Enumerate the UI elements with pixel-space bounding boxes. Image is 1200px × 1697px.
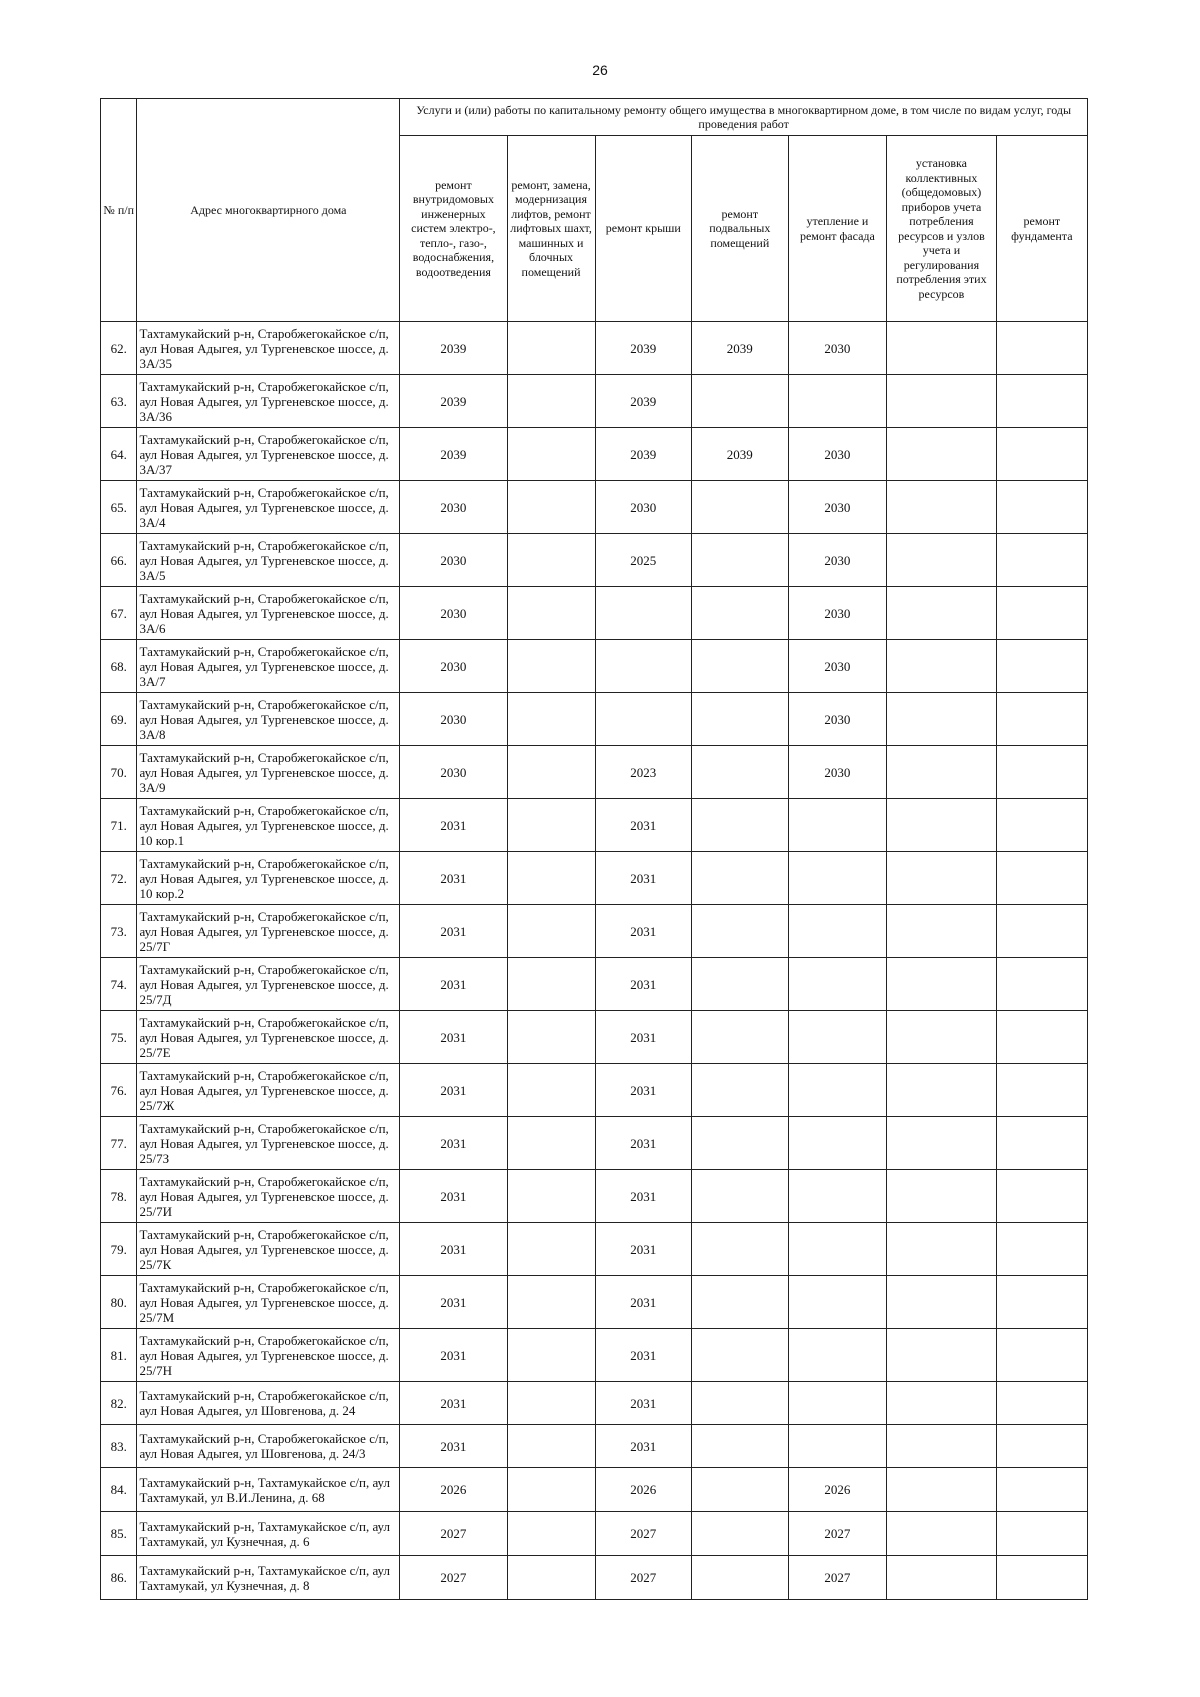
row-number: 69. [101,693,137,746]
row-address: Тахтамукайский р-н, Старобжегокайское с/п, аул Новая Адыгея, ул Тургеневское шоссе, д. 25/7К [137,1223,400,1276]
row-number: 75. [101,1011,137,1064]
row-year-col3: 2031 [595,852,692,905]
row-year-col7 [996,1011,1087,1064]
row-year-col3: 2027 [595,1556,692,1600]
header-col2: ремонт, замена, модернизация лифтов, ремонт лифтовых шахт, машинных и блочных помещений [507,136,595,322]
row-year-col7 [996,481,1087,534]
row-year-col7 [996,1329,1087,1382]
row-year-col3: 2031 [595,1425,692,1468]
row-year-col6 [887,852,996,905]
row-year-col5: 2030 [788,481,887,534]
row-year-col2 [507,958,595,1011]
row-year-col2 [507,1223,595,1276]
row-number: 66. [101,534,137,587]
row-year-col3: 2031 [595,1170,692,1223]
row-year-col5 [788,1011,887,1064]
row-year-col6 [887,1276,996,1329]
row-year-col2 [507,587,595,640]
row-year-col7 [996,852,1087,905]
row-year-col1: 2031 [400,958,507,1011]
row-year-col2 [507,1556,595,1600]
row-address: Тахтамукайский р-н, Старобжегокайское с/п, аул Новая Адыгея, ул Тургеневское шоссе, д. 3А/6 [137,587,400,640]
row-year-col2 [507,1468,595,1512]
row-year-col6 [887,905,996,958]
row-year-col2 [507,1425,595,1468]
row-year-col2 [507,375,595,428]
row-year-col6 [887,481,996,534]
row-year-col7 [996,1425,1087,1468]
table-row [101,958,1088,1011]
header-col5: утепление и ремонт фасада [788,136,887,322]
table-row [101,1382,1088,1425]
row-number: 79. [101,1223,137,1276]
table-row [101,799,1088,852]
row-year-col7 [996,746,1087,799]
row-year-col4 [692,640,789,693]
row-year-col4 [692,905,789,958]
row-year-col4 [692,1223,789,1276]
row-year-col3: 2027 [595,1512,692,1556]
row-year-col1: 2026 [400,1468,507,1512]
table-row [101,693,1088,746]
row-number: 78. [101,1170,137,1223]
row-year-col7 [996,1468,1087,1512]
row-address: Тахтамукайский р-н, Старобжегокайское с/п, аул Новая Адыгея, ул Тургеневское шоссе, д. 25/7И [137,1170,400,1223]
table-header [101,99,1088,322]
row-year-col5 [788,1170,887,1223]
table-row [101,905,1088,958]
row-year-col3: 2030 [595,481,692,534]
row-year-col7 [996,375,1087,428]
row-year-col7 [996,693,1087,746]
row-year-col1: 2031 [400,1425,507,1468]
row-year-col5: 2030 [788,693,887,746]
row-number: 76. [101,1064,137,1117]
row-address: Тахтамукайский р-н, Старобжегокайское с/п, аул Новая Адыгея, ул Шовгенова, д. 24 [137,1382,400,1425]
table-row [101,1170,1088,1223]
row-year-col6 [887,746,996,799]
page-number: 26 [592,62,608,78]
table-row [101,1223,1088,1276]
row-year-col1: 2039 [400,375,507,428]
row-year-col1: 2031 [400,1329,507,1382]
header-col7: ремонт фундамента [996,136,1087,322]
row-year-col5: 2030 [788,587,887,640]
row-year-col7 [996,1556,1087,1600]
row-year-col7 [996,1064,1087,1117]
row-year-col1: 2031 [400,1170,507,1223]
table-row [101,746,1088,799]
row-year-col6 [887,1425,996,1468]
table-row [101,587,1088,640]
table-row [101,1276,1088,1329]
row-year-col4 [692,799,789,852]
header-col4: ремонт подвальных помещений [692,136,789,322]
row-address: Тахтамукайский р-н, Старобжегокайское с/п, аул Новая Адыгея, ул Тургеневское шоссе, д. 25/7Д [137,958,400,1011]
header-group: Услуги и (или) работы по капитальному ремонту общего имущества в многоквартирном доме, в том числе по видам услуг, годы проведения работ [400,99,1088,136]
row-number: 62. [101,322,137,375]
row-year-col6 [887,1468,996,1512]
row-year-col3: 2039 [595,428,692,481]
row-year-col4 [692,1382,789,1425]
row-year-col7 [996,428,1087,481]
row-year-col7 [996,1117,1087,1170]
header-col3: ремонт крыши [595,136,692,322]
table-row [101,1117,1088,1170]
row-year-col1: 2031 [400,1064,507,1117]
row-year-col4 [692,587,789,640]
header-col1: ремонт внутридомовых инженерных систем электро-, тепло-, газо-, водоснабжения, водоотведения [400,136,507,322]
row-number: 85. [101,1512,137,1556]
row-number: 72. [101,852,137,905]
row-address: Тахтамукайский р-н, Старобжегокайское с/п, аул Новая Адыгея, ул Тургеневское шоссе, д. 25/7Е [137,1011,400,1064]
row-year-col4 [692,746,789,799]
row-number: 70. [101,746,137,799]
row-year-col3 [595,693,692,746]
row-year-col2 [507,799,595,852]
row-year-col1: 2030 [400,693,507,746]
row-year-col7 [996,322,1087,375]
row-year-col5: 2030 [788,534,887,587]
row-year-col5 [788,1382,887,1425]
row-address: Тахтамукайский р-н, Тахтамукайское с/п, аул Тахтамукай, ул Кузнечная, д. 8 [137,1556,400,1600]
row-year-col6 [887,375,996,428]
row-address: Тахтамукайский р-н, Старобжегокайское с/п, аул Новая Адыгея, ул Тургеневское шоссе, д. 3А/4 [137,481,400,534]
table-row [101,640,1088,693]
row-year-col5: 2026 [788,1468,887,1512]
table-row [101,1011,1088,1064]
row-year-col6 [887,587,996,640]
row-address: Тахтамукайский р-н, Старобжегокайское с/п, аул Новая Адыгея, ул Тургеневское шоссе, д. 25/7Ж [137,1064,400,1117]
row-year-col3: 2026 [595,1468,692,1512]
row-year-col6 [887,1223,996,1276]
row-year-col7 [996,958,1087,1011]
table-row [101,1468,1088,1512]
row-year-col3: 2031 [595,1117,692,1170]
row-year-col3: 2031 [595,1382,692,1425]
table-row [101,852,1088,905]
row-year-col6 [887,428,996,481]
row-address: Тахтамукайский р-н, Старобжегокайское с/п, аул Новая Адыгея, ул Тургеневское шоссе, д. 3А/9 [137,746,400,799]
row-year-col3: 2025 [595,534,692,587]
row-year-col4: 2039 [692,428,789,481]
row-year-col2 [507,693,595,746]
row-year-col4 [692,1512,789,1556]
row-year-col4: 2039 [692,322,789,375]
row-address: Тахтамукайский р-н, Старобжегокайское с/п, аул Новая Адыгея, ул Тургеневское шоссе, д. 25/7З [137,1117,400,1170]
row-year-col2 [507,1512,595,1556]
row-year-col5: 2030 [788,640,887,693]
table-row [101,322,1088,375]
row-address: Тахтамукайский р-н, Старобжегокайское с/п, аул Новая Адыгея, ул Шовгенова, д. 24/3 [137,1425,400,1468]
row-year-col5 [788,1276,887,1329]
row-address: Тахтамукайский р-н, Старобжегокайское с/п, аул Новая Адыгея, ул Тургеневское шоссе, д. 25/7Н [137,1329,400,1382]
row-year-col4 [692,481,789,534]
row-year-col6 [887,534,996,587]
table-row [101,1512,1088,1556]
row-year-col4 [692,1011,789,1064]
row-address: Тахтамукайский р-н, Старобжегокайское с/п, аул Новая Адыгея, ул Тургеневское шоссе, д. 25/7Г [137,905,400,958]
row-year-col3: 2031 [595,958,692,1011]
row-year-col5 [788,1425,887,1468]
row-year-col5 [788,1329,887,1382]
row-number: 64. [101,428,137,481]
row-year-col3: 2031 [595,1223,692,1276]
row-number: 81. [101,1329,137,1382]
row-year-col2 [507,1117,595,1170]
row-number: 80. [101,1276,137,1329]
table-row [101,481,1088,534]
row-address: Тахтамукайский р-н, Старобжегокайское с/п, аул Новая Адыгея, ул Тургеневское шоссе, д. 3А/37 [137,428,400,481]
row-year-col1: 2027 [400,1556,507,1600]
row-year-col5: 2027 [788,1556,887,1600]
row-address: Тахтамукайский р-н, Старобжегокайское с/п, аул Новая Адыгея, ул Тургеневское шоссе, д. 25/7М [137,1276,400,1329]
row-year-col1: 2030 [400,481,507,534]
row-year-col4 [692,852,789,905]
row-year-col2 [507,905,595,958]
row-year-col6 [887,958,996,1011]
row-year-col1: 2031 [400,1011,507,1064]
row-year-col1: 2027 [400,1512,507,1556]
row-year-col1: 2030 [400,587,507,640]
row-year-col7 [996,640,1087,693]
row-year-col3: 2031 [595,799,692,852]
row-year-col5 [788,905,887,958]
row-year-col2 [507,1064,595,1117]
row-year-col5: 2027 [788,1512,887,1556]
row-year-col4 [692,375,789,428]
row-address: Тахтамукайский р-н, Старобжегокайское с/п, аул Новая Адыгея, ул Тургеневское шоссе, д. 10 кор.1 [137,799,400,852]
row-year-col3: 2039 [595,375,692,428]
row-number: 82. [101,1382,137,1425]
row-year-col3: 2031 [595,1276,692,1329]
row-year-col1: 2031 [400,1117,507,1170]
row-year-col4 [692,958,789,1011]
row-year-col5 [788,1117,887,1170]
row-year-col7 [996,1382,1087,1425]
row-year-col4 [692,693,789,746]
row-year-col3: 2031 [595,1329,692,1382]
row-number: 73. [101,905,137,958]
row-number: 74. [101,958,137,1011]
header-address: Адрес многоквартирного дома [137,99,400,322]
row-year-col4 [692,1276,789,1329]
header-num: № п/п [101,99,137,322]
row-year-col1: 2030 [400,640,507,693]
row-year-col5 [788,375,887,428]
table-row [101,1064,1088,1117]
row-year-col1: 2030 [400,746,507,799]
row-year-col2 [507,1276,595,1329]
row-year-col2 [507,1011,595,1064]
table-row [101,534,1088,587]
row-number: 83. [101,1425,137,1468]
row-year-col4 [692,1468,789,1512]
table-row [101,428,1088,481]
row-year-col3: 2023 [595,746,692,799]
row-year-col2 [507,481,595,534]
row-year-col3 [595,640,692,693]
row-address: Тахтамукайский р-н, Старобжегокайское с/п, аул Новая Адыгея, ул Тургеневское шоссе, д. 3А/36 [137,375,400,428]
row-address: Тахтамукайский р-н, Старобжегокайское с/п, аул Новая Адыгея, ул Тургеневское шоссе, д. 3А/7 [137,640,400,693]
row-year-col5 [788,1064,887,1117]
row-year-col7 [996,534,1087,587]
row-year-col6 [887,1556,996,1600]
row-year-col2 [507,1329,595,1382]
row-year-col6 [887,1512,996,1556]
row-year-col6 [887,640,996,693]
header-col6: установка коллективных (общедомовых) приборов учета потребления ресурсов и узлов учета и регулирования потребления этих ресурсов [887,136,996,322]
row-year-col1: 2031 [400,905,507,958]
row-number: 65. [101,481,137,534]
row-year-col1: 2030 [400,534,507,587]
row-year-col4 [692,1329,789,1382]
row-year-col3: 2031 [595,905,692,958]
row-year-col7 [996,1276,1087,1329]
capital-repair-table [100,98,1088,1600]
row-year-col5 [788,852,887,905]
row-year-col1: 2031 [400,1223,507,1276]
row-year-col4 [692,1170,789,1223]
row-year-col6 [887,1382,996,1425]
row-year-col4 [692,1425,789,1468]
row-address: Тахтамукайский р-н, Тахтамукайское с/п, аул Тахтамукай, ул В.И.Ленина, д. 68 [137,1468,400,1512]
row-year-col5: 2030 [788,746,887,799]
row-year-col5 [788,1223,887,1276]
row-year-col5: 2030 [788,322,887,375]
row-year-col2 [507,746,595,799]
row-year-col6 [887,1117,996,1170]
table-row [101,1425,1088,1468]
row-number: 84. [101,1468,137,1512]
row-year-col2 [507,534,595,587]
row-year-col2 [507,1170,595,1223]
row-year-col1: 2039 [400,428,507,481]
row-address: Тахтамукайский р-н, Тахтамукайское с/п, аул Тахтамукай, ул Кузнечная, д. 6 [137,1512,400,1556]
row-year-col6 [887,322,996,375]
row-year-col7 [996,1512,1087,1556]
row-year-col1: 2031 [400,1382,507,1425]
row-year-col1: 2039 [400,322,507,375]
row-year-col7 [996,1170,1087,1223]
table-row [101,1556,1088,1600]
row-year-col4 [692,1117,789,1170]
row-year-col3 [595,587,692,640]
row-address: Тахтамукайский р-н, Старобжегокайское с/п, аул Новая Адыгея, ул Тургеневское шоссе, д. 3А/8 [137,693,400,746]
row-year-col1: 2031 [400,852,507,905]
row-year-col2 [507,852,595,905]
row-year-col2 [507,428,595,481]
table-row [101,1329,1088,1382]
row-number: 71. [101,799,137,852]
row-address: Тахтамукайский р-н, Старобжегокайское с/п, аул Новая Адыгея, ул Тургеневское шоссе, д. 3А/35 [137,322,400,375]
row-year-col3: 2039 [595,322,692,375]
row-number: 86. [101,1556,137,1600]
table-body [101,322,1088,1600]
row-year-col2 [507,1382,595,1425]
row-year-col5 [788,958,887,1011]
row-year-col4 [692,1064,789,1117]
row-year-col4 [692,1556,789,1600]
row-year-col2 [507,322,595,375]
row-year-col1: 2031 [400,1276,507,1329]
row-number: 68. [101,640,137,693]
row-year-col6 [887,1011,996,1064]
row-year-col4 [692,534,789,587]
row-address: Тахтамукайский р-н, Старобжегокайское с/п, аул Новая Адыгея, ул Тургеневское шоссе, д. 10 кор.2 [137,852,400,905]
row-year-col7 [996,587,1087,640]
row-number: 67. [101,587,137,640]
row-year-col6 [887,1170,996,1223]
row-address: Тахтамукайский р-н, Старобжегокайское с/п, аул Новая Адыгея, ул Тургеневское шоссе, д. 3А/5 [137,534,400,587]
row-year-col5 [788,799,887,852]
row-year-col5: 2030 [788,428,887,481]
row-year-col6 [887,693,996,746]
row-year-col1: 2031 [400,799,507,852]
row-year-col2 [507,640,595,693]
row-year-col6 [887,799,996,852]
row-year-col3: 2031 [595,1064,692,1117]
row-year-col6 [887,1329,996,1382]
row-number: 63. [101,375,137,428]
row-year-col7 [996,799,1087,852]
table-row [101,375,1088,428]
row-year-col7 [996,905,1087,958]
row-number: 77. [101,1117,137,1170]
row-year-col7 [996,1223,1087,1276]
row-year-col6 [887,1064,996,1117]
row-year-col3: 2031 [595,1011,692,1064]
